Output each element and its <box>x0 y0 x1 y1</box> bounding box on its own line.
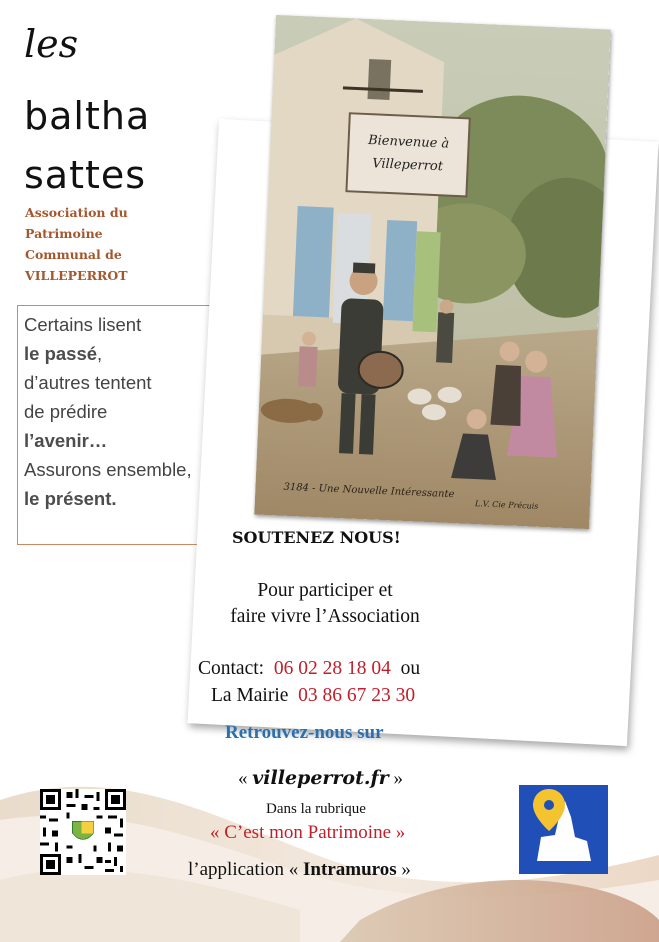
title-baltha: baltha <box>24 94 151 138</box>
website-link[interactable]: villeperrot.fr <box>252 767 389 789</box>
association-name <box>25 202 165 286</box>
quote-line-5 <box>24 430 107 452</box>
postcard-publisher: L.V. Cie Précuis <box>474 499 539 511</box>
contact-phone[interactable]: 06 02 28 18 04 <box>273 658 391 679</box>
quote-line-6: Assurons ensemble, <box>24 459 192 480</box>
quote-line-2 <box>24 343 102 365</box>
quote-box <box>17 305 225 545</box>
vintage-postcard-photo <box>254 15 610 529</box>
patrimoine-section: « C’est mon Patrimoine » <box>210 822 406 843</box>
contact-or: ou <box>400 658 421 679</box>
app-name: Intramuros <box>303 859 397 880</box>
intramuros-logo-icon[interactable] <box>519 785 608 874</box>
title-les: les <box>24 22 79 66</box>
contact-label: Contact: <box>198 658 265 679</box>
sign-text-2: Villeperrot <box>371 156 444 175</box>
quote-emphasis-present: le présent. <box>24 488 117 509</box>
website-line <box>238 767 403 790</box>
quote-line-1: Certains lisent <box>24 314 142 335</box>
mairie-line <box>211 685 415 707</box>
website-quote-close: » <box>393 768 403 789</box>
sign-text-1: Bienvenue à <box>367 133 450 152</box>
mairie-phone[interactable]: 03 86 67 23 30 <box>298 685 416 706</box>
app-line <box>188 859 411 881</box>
app-suffix: » <box>401 859 411 880</box>
association-line: Association du <box>25 205 128 220</box>
title-sattes: sattes <box>24 153 147 197</box>
contact-line <box>198 658 420 680</box>
quote-line-4: de prédire <box>24 401 108 422</box>
support-line-1: Pour participer et <box>257 580 393 601</box>
quote-emphasis-past: le passé <box>24 343 98 364</box>
quote-line-3: d’autres tentent <box>24 372 152 393</box>
support-line-2: faire vivre l’Association <box>230 606 420 627</box>
association-line: VILLEPERROT <box>25 268 128 283</box>
find-us-heading: Retrouvez-nous sur <box>225 722 384 743</box>
postcard-caption: 3184 - Une Nouvelle Intéressante <box>283 481 455 501</box>
association-line: Patrimoine <box>25 226 103 241</box>
qr-code-icon[interactable] <box>40 789 126 875</box>
support-heading: SOUTENEZ NOUS! <box>232 528 401 547</box>
association-line: Communal de <box>25 247 122 262</box>
mairie-label: La Mairie <box>211 685 289 706</box>
quote-comma: , <box>97 343 103 364</box>
website-quote-open: « <box>238 768 248 789</box>
quote-emphasis-future: l’avenir… <box>24 430 108 451</box>
quote-line-7 <box>24 488 117 510</box>
rubrique-label: Dans la rubrique <box>266 801 366 817</box>
app-prefix: l’application « <box>188 859 299 880</box>
